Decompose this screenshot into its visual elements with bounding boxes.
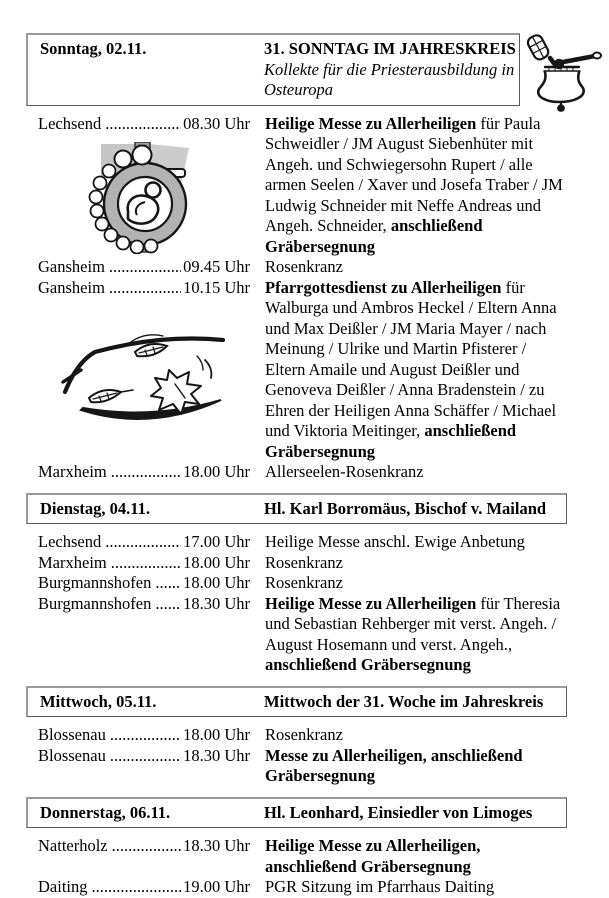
event-time: 19.00 Uhr [183, 877, 250, 896]
event-row [26, 594, 567, 676]
event-location: Burgmannshofen [38, 573, 152, 592]
event-location: Burgmannshofen [38, 593, 152, 613]
day-header-tuesday [26, 493, 567, 525]
dot-leader [155, 573, 181, 594]
dot-leader [110, 746, 181, 767]
day-title: Hl. Leonhard, Einsiedler von Limoges [264, 802, 533, 822]
event-row [26, 573, 567, 594]
rosary-icon [85, 142, 203, 254]
event-row [26, 725, 567, 746]
day-header-thursday [26, 797, 567, 829]
day-header-wednesday [26, 686, 567, 718]
bulletin [26, 33, 567, 898]
event-time: 08.30 Uhr [183, 113, 250, 133]
event-time: 18.00 Uhr [183, 462, 250, 481]
event-location: Daiting [38, 877, 88, 896]
event-location: Marxheim [38, 552, 107, 572]
event-description: Rosenkranz [265, 257, 343, 276]
event-time: 18.00 Uhr [183, 725, 250, 744]
event-row [26, 462, 567, 483]
event-time: 18.00 Uhr [183, 552, 250, 572]
event-time: 09.45 Uhr [183, 257, 250, 276]
event-row [26, 257, 567, 278]
event-time: 18.30 Uhr [183, 593, 250, 613]
event-time: 18.30 Uhr [183, 836, 250, 855]
day-title: 31. SONNTAG IM JAHRESKREIS [264, 39, 516, 58]
event-description: Rosenkranz [265, 552, 343, 572]
event-description: Pfarrgottesdienst zu Allerheiligen für Walburga und Ambros Heckel / Eltern Anna und Max Deißler / JM Maria Mayer / nach Meinung / Ulrike und Martin Pfisterer / Eltern Amaile und August Deißler und Genoveva Deißler / Anna Bradenstein / zu Ehren der Heiligen Anna Schäffer / Michael und Viktoria Meitinger, anschließend Gräbersegnung [265, 277, 557, 461]
day-title: Hl. Karl Borromäus, Bischof v. Mailand [264, 498, 547, 518]
day-header-sunday [26, 33, 520, 106]
event-time: 17.00 Uhr [183, 532, 250, 551]
event-row [26, 746, 567, 787]
day-date: Mittwoch, 05.11. [40, 691, 157, 711]
event-row [26, 114, 567, 258]
dot-leader [111, 462, 181, 483]
event-location: Blossenau [38, 745, 106, 765]
dot-leader [109, 257, 181, 278]
event-time: 18.00 Uhr [183, 573, 250, 592]
event-description: Heilige Messe zu Allerheiligen für Theresia und Sebastian Rehberger mit verst. Angeh. / August Hosemann und verst. Angeh., anschließend Gräbersegnung [265, 593, 561, 674]
dot-leader [155, 594, 181, 615]
dot-leader [109, 278, 181, 299]
dot-leader [92, 877, 182, 898]
day-date: Donnerstag, 06.11. [40, 802, 171, 822]
day-title: Mittwoch der 31. Woche im Jahreskreis [264, 691, 544, 711]
dot-leader [105, 532, 181, 553]
event-location: Natterholz [38, 836, 108, 855]
event-row [26, 836, 567, 877]
day-title-cell [264, 39, 519, 101]
event-location: Gansheim [38, 257, 105, 276]
day-date: Dienstag, 04.11. [40, 498, 151, 518]
dot-leader [105, 114, 181, 135]
event-time: 18.30 Uhr [183, 745, 250, 765]
event-row [26, 532, 567, 553]
event-description: Heilige Messe zu Allerheiligen für Paula Schweidler / JM August Siebenhüter mit Angeh. und Schwiegersohn Rupert / alle armen Seelen / Xaver und Josefa Traber / JM Ludwig Schneider mit Neffe Andreas und Angeh. Schneider, anschließend Gräbersegnung [265, 113, 563, 256]
day-date: Sonntag, 02.11. [40, 39, 147, 58]
event-description: Heilige Messe anschl. Ewige Anbetung [265, 532, 525, 551]
event-description: Messe zu Allerheiligen, anschließend Gräbersegnung [265, 745, 523, 785]
dot-leader [111, 553, 181, 574]
event-description: Rosenkranz [265, 573, 343, 592]
event-description: Rosenkranz [265, 725, 343, 744]
event-location: Lechsend [38, 113, 102, 133]
event-location: Lechsend [38, 532, 102, 551]
event-time: 10.15 Uhr [183, 277, 250, 297]
event-row [26, 877, 567, 898]
dot-leader [110, 725, 181, 746]
event-row [26, 278, 567, 463]
event-location: Marxheim [38, 462, 107, 481]
scythe-leaves-icon [51, 326, 237, 424]
event-description: PGR Sitzung im Pfarrhaus Daiting [265, 877, 495, 896]
dot-leader [112, 836, 181, 857]
event-location: Gansheim [38, 277, 105, 297]
event-description: Heilige Messe zu Allerheiligen, anschließend Gräbersegnung [265, 836, 481, 876]
event-location: Blossenau [38, 725, 106, 744]
event-row [26, 553, 567, 574]
collect-note: Kollekte für die Priesterausbildung in Osteuropa [264, 59, 515, 99]
event-description: Allerseelen-Rosenkranz [265, 462, 424, 481]
